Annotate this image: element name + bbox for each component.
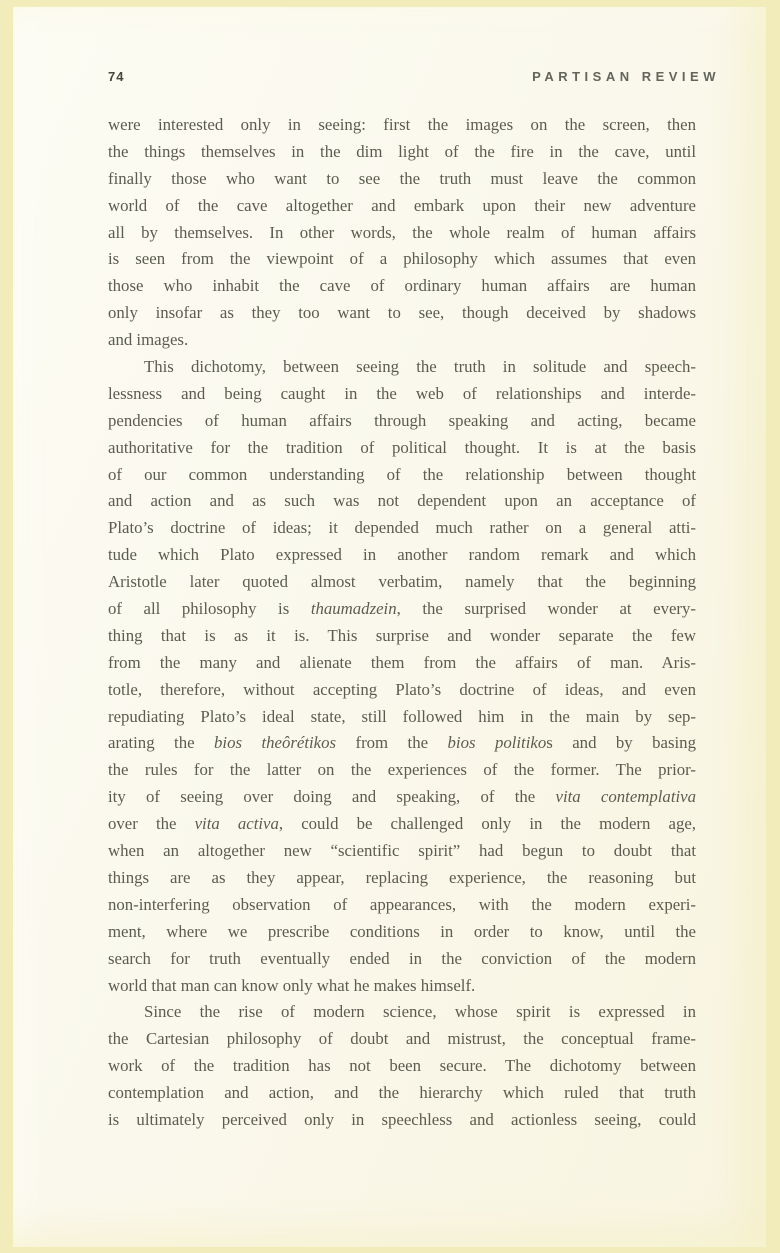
text-segment: work of the tradition has not been secure. The dichotomy between	[108, 1056, 696, 1076]
text-line	[108, 999, 696, 1026]
text-segment: This dichotomy, between seeing the truth in solitude and speech-	[144, 357, 696, 377]
text-line	[108, 784, 696, 811]
text-line	[108, 1053, 696, 1080]
journal-title: PARTISAN REVIEW	[532, 69, 720, 84]
text-line	[108, 596, 696, 623]
text-segment: Since the rise of modern science, whose spirit is expressed in	[144, 1002, 696, 1022]
text-segment: only insofar as they too want to see, though deceived by shadows	[108, 303, 696, 323]
text-segment: things are as they appear, replacing experience, the reasoning but	[108, 867, 696, 887]
text-segment: from the many and alienate them from the affairs of man. Aris-	[108, 652, 696, 672]
text-line	[108, 408, 696, 435]
text-line	[108, 677, 696, 704]
text-line	[108, 757, 696, 784]
text-line	[108, 462, 696, 489]
text-line	[108, 381, 696, 408]
text-segment: finally those who want to see the truth must leave the common	[108, 168, 696, 188]
scanned-book-page	[13, 7, 766, 1247]
text-segment: contemplation and action, and the hierarchy which ruled that truth	[108, 1083, 696, 1103]
page-number: 74	[108, 69, 125, 84]
text-segment: the rules for the latter on the experiences of the former. The prior-	[108, 760, 696, 780]
text-line	[108, 300, 696, 327]
text-line	[108, 139, 696, 166]
text-segment: ity of seeing over doing and speaking, of the	[108, 787, 556, 807]
text-segment: world of the cave altogether and embark upon their new adventure	[108, 195, 696, 215]
text-segment: were interested only in seeing: first the images on the screen, then	[108, 115, 696, 134]
text-segment: lessness and being caught in the web of relationships and interde-	[108, 383, 696, 403]
text-line	[108, 1026, 696, 1053]
text-segment: s and by basing	[546, 733, 696, 753]
italic-text-segment: bios politiko	[447, 733, 547, 753]
text-segment: of all philosophy is	[108, 599, 311, 619]
text-segment: world that man can know only what he makes himself.	[108, 975, 476, 995]
text-line	[108, 623, 696, 650]
text-line	[108, 327, 696, 354]
text-segment: Plato’s doctrine of ideas; it depended much rather on a general atti-	[108, 518, 696, 538]
text-line	[108, 569, 696, 596]
text-segment: totle, therefore, without accepting Plato’s doctrine of ideas, and even	[108, 679, 696, 699]
text-line	[108, 488, 696, 515]
text-segment: is seen from the viewpoint of a philosophy which assumes that even	[108, 249, 696, 269]
text-segment: , the surprised wonder at every-	[396, 599, 696, 619]
text-line	[108, 112, 696, 139]
text-segment: authoritative for the tradition of political thought. It is at the basis	[108, 437, 696, 457]
text-segment: when an altogether new “scientific spirit” had begun to doubt that	[108, 841, 696, 861]
text-segment: over the	[108, 814, 195, 834]
text-segment: pendencies of human affairs through speaking and acting, became	[108, 410, 696, 430]
text-segment: those who inhabit the cave of ordinary human affairs are human	[108, 276, 696, 296]
italic-text-segment: bios theôrétikos	[214, 733, 337, 753]
text-segment: , could be challenged only in the modern age,	[278, 814, 696, 834]
text-segment: and action and as such was not dependent upon an acceptance of	[108, 491, 696, 511]
text-segment: Aristotle later quoted almost verbatim, namely that the beginning	[108, 572, 696, 592]
text-line	[108, 354, 696, 381]
text-segment: repudiating Plato’s ideal state, still followed him in the main by sep-	[108, 706, 696, 726]
text-line	[108, 435, 696, 462]
text-line	[108, 273, 696, 300]
text-segment: is ultimately perceived only in speechless and actionless seeing, could	[108, 1109, 696, 1129]
text-line	[108, 811, 696, 838]
text-line	[108, 166, 696, 193]
text-segment: the things themselves in the dim light of the fire in the cave, until	[108, 141, 696, 161]
text-line	[108, 704, 696, 731]
text-line	[108, 730, 696, 757]
text-line	[108, 892, 696, 919]
text-segment: non-interfering observation of appearances, with the modern experi-	[108, 894, 696, 914]
text-line	[108, 838, 696, 865]
text-segment: the Cartesian philosophy of doubt and mistrust, the conceptual frame-	[108, 1029, 696, 1049]
text-segment: thing that is as it is. This surprise and wonder separate the few	[108, 625, 696, 645]
text-line	[108, 220, 696, 247]
text-line	[108, 1080, 696, 1107]
running-head	[108, 69, 720, 84]
text-segment: tude which Plato expressed in another random remark and which	[108, 545, 696, 565]
text-line	[108, 946, 696, 973]
text-line	[108, 193, 696, 220]
text-segment: of our common understanding of the relationship between thought	[108, 464, 696, 484]
text-line	[108, 919, 696, 946]
text-segment: all by themselves. In other words, the whole realm of human affairs	[108, 222, 696, 242]
text-line	[108, 865, 696, 892]
text-line	[108, 973, 696, 1000]
text-line	[108, 542, 696, 569]
italic-text-segment: vita contemplativa	[555, 787, 696, 807]
italic-text-segment: vita activa	[194, 814, 279, 834]
text-segment: search for truth eventually ended in the conviction of the modern	[108, 948, 696, 968]
text-line	[108, 1107, 696, 1134]
text-line	[108, 515, 696, 542]
text-segment: and images.	[108, 330, 189, 350]
text-line	[108, 246, 696, 273]
text-column	[108, 112, 696, 1134]
text-segment: from the	[336, 733, 448, 753]
text-line	[108, 650, 696, 677]
text-segment: ment, where we prescribe conditions in order to know, until the	[108, 921, 696, 941]
italic-text-segment: thaumadzein	[310, 599, 397, 619]
text-segment: arating the	[108, 733, 215, 753]
